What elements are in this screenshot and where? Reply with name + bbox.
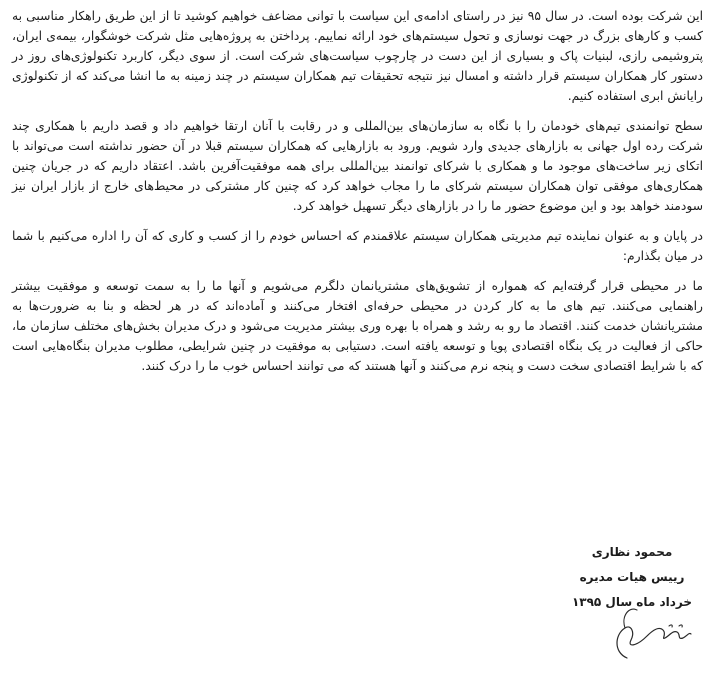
signature-date: خرداد ماه سال ۱۳۹۵ xyxy=(571,595,693,609)
signatory-name: محمود نظاری xyxy=(591,545,673,559)
handwritten-signature xyxy=(607,596,697,668)
letter-paragraph-3: در پایان و به عنوان نماینده تیم مدیریتی همکاران سیستم علاقمندم که احساس خودم را از کسب و کاری که آن را اداره می‌کنیم با شما در میان بگذارم: xyxy=(12,229,703,263)
letter-paragraph-1: این شرکت بوده است. در سال ۹۵ نیز در راستای ادامه‌ی این سیاست با توانی مضاعف خواهیم کوشید تا از این طریق راهکار مناسبی به کسب و کارهای بزرگ در جهت نوسازی و تحول سیستم‌های خود ارائه نماییم. پرداختن به پروژه‌هایی مثل شرکت خوشگوار، بیمه‌ی ایران، پتروشیمی رازی، لبنیات پاک و بسیاری از این دست در چارچوب سیاست‌های شرکت است. از سوی دیگر، کاربرد تکنولوژی‌های روز در دستور کار همکاران سیستم قرار داشته و امسال نیز نتیجه تحقیقات تیم همکاران سیستم در چند زمینه به ما انشا می‌کند که از تکنولوژی رایانش ابری استفاده کنیم. xyxy=(12,9,703,103)
signatory-title: رییس هیات مدیره xyxy=(579,570,685,584)
letter-paragraph-2: سطح توانمندی تیم‌های خودمان را با نگاه به سازمان‌های بین‌المللی و در رقابت با آنان ارتقا خواهیم داد و قصد داریم با همکاری چند شرکت رده اول جهانی به بازارهای جدیدی وارد شویم. ورود به بازارهایی که همکاران سیستم قبلا در آن حضور نداشته است می‌تواند با اتکای زیر ساخت‌های موجود ما و همکاری با شرکای توانمند بین‌المللی برای همه موفقیت‌آفرین باشد. اعتقاد داریم که در جریان چنین همکاری‌های موفقی توان همکاران سیستم شرکای ما را مجاب خواهد کرد که چنین کار مشترکی در محیط‌های خارج از بازار ایران نیز سودمند خواهد بود و این موضوع حضور ما را در بازارهای دیگر تسهیل خواهد کرد. xyxy=(12,119,703,213)
letter-body xyxy=(12,6,703,386)
letter-paragraph-4: ما در محیطی قرار گرفته‌ایم که همواره از تشویق‌های مشتریانمان دلگرم می‌شویم و آنها ما را به سمت توسعه و موفقیت بیشتر راهنمایی می‌کنند. تیم های ما به کار کردن در محیطی حرفه‌ای افتخار می‌کنند و آماده‌اند که در هر لحظه و بنا به ضرورت‌ها به مشتریانشان خدمت کنند. اقتصاد ما رو به رشد و همراه با بهره وری بیشتر مدیریت می‌شود و درک مدیران بخش‌های مختلف سازمان ما، حاکی از فعالیت در یک بنگاه اقتصادی پویا و توسعه یافته است. دستیابی به موفقیت در چنین شرایطی، مطلوب مدیران بنگاه‌هایی است که با شرایط اقتصادی سخت دست و پنجه نرم می‌کنند و آنها هستند که می توانند احساس خوب ما را درک کنند. xyxy=(12,279,703,373)
